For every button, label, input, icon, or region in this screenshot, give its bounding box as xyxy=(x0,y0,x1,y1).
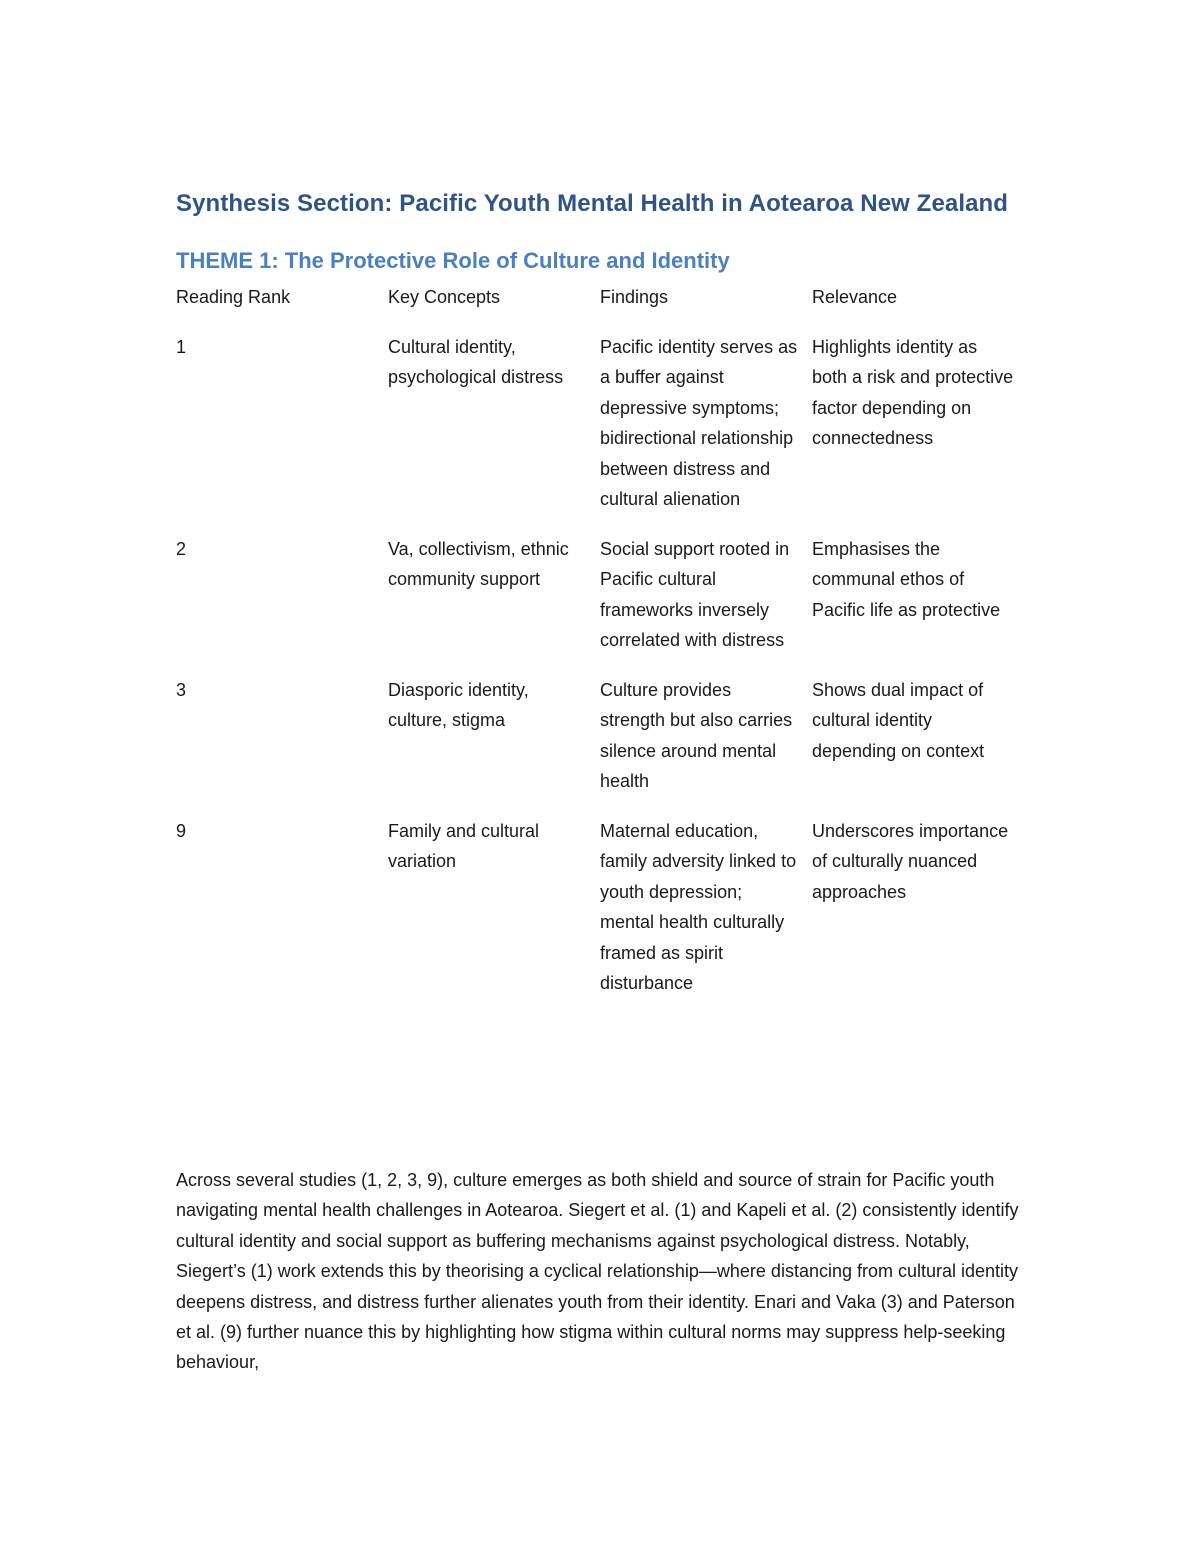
cell-relevance: Shows dual impact of cultural identity depending on context xyxy=(812,679,985,761)
cell-rank: 3 xyxy=(176,679,187,700)
cell-rank: 2 xyxy=(176,538,187,559)
synthesis-paragraph: Across several studies (1, 2, 3, 9), culture emerges as both shield and source of strain for Pacific youth navigating mental health challenges in Aotearoa. Siegert et al. (1) and Kapeli et al. (2) consistently identify cultural identity and social support as buffering mechanisms against psychological distress. Notably, Siegert’s (1) work extends this by theorising a cyclical relationship—where distancing from cultural identity deepens distress, and distress further alienates youth from their identity. Enari and Vaka (3) and Paterson et al. (9) further nuance this by highlighting how stigma within cultural norms may suppress help-seeking behaviour, xyxy=(176,1170,1019,1373)
cell-relevance: Emphasises the communal ethos of Pacific life as protective xyxy=(812,538,1001,620)
document-title: Synthesis Section: Pacific Youth Mental Health in Aotearoa New Zealand xyxy=(176,190,1009,217)
cell-relevance: Underscores importance of culturally nuanced approaches xyxy=(812,820,1009,902)
cell-key-concepts: Diasporic identity, culture, stigma xyxy=(388,679,529,730)
cell-rank: 9 xyxy=(176,820,187,841)
cell-findings: Culture provides strength but also carries silence around mental health xyxy=(600,679,793,791)
cell-findings: Pacific identity serves as a buffer against depressive symptoms; bidirectional relationship between distress and cultural alienation xyxy=(600,336,798,509)
header-key-concepts: Key Concepts xyxy=(388,287,501,307)
table-row xyxy=(170,675,1020,816)
cell-key-concepts: Va, collectivism, ethnic community support xyxy=(388,538,569,589)
table-row xyxy=(170,534,1020,675)
cell-key-concepts: Family and cultural variation xyxy=(388,820,540,871)
table-row xyxy=(170,816,1020,1018)
table-row xyxy=(170,332,1020,534)
cell-key-concepts: Cultural identity, psychological distress xyxy=(388,336,564,387)
table-header-row xyxy=(170,282,1020,332)
cell-findings: Social support rooted in Pacific cultural frameworks inversely correlated with distress xyxy=(600,538,790,650)
cell-relevance: Highlights identity as both a risk and protective factor depending on connectedness xyxy=(812,336,1014,448)
header-relevance: Relevance xyxy=(812,287,898,307)
theme-heading: THEME 1: The Protective Role of Culture and Identity xyxy=(176,248,730,273)
cell-findings: Maternal education, family adversity linked to youth depression; mental health culturally framed as spirit disturbance xyxy=(600,820,797,993)
header-findings: Findings xyxy=(600,287,669,307)
header-reading-rank: Reading Rank xyxy=(176,287,291,307)
cell-rank: 1 xyxy=(176,336,187,357)
reading-summary-table xyxy=(170,282,1020,1018)
